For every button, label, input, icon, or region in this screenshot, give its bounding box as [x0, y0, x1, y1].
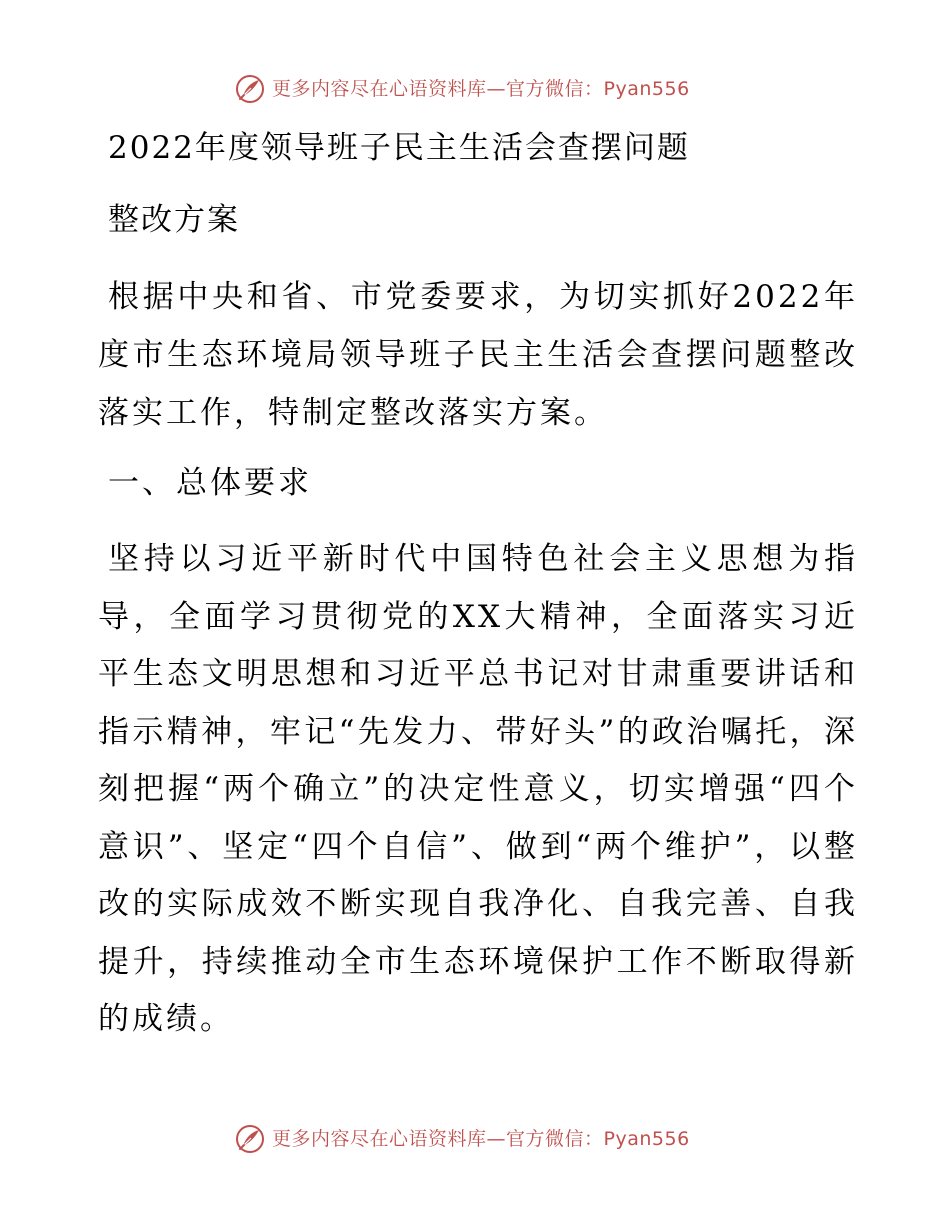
watermark-header	[234, 72, 690, 106]
document-title-line-1: 2022年度领导班子民主生活会查摆问题	[108, 130, 690, 166]
watermark-text: 更多内容尽在心语资料库—官方微信：Pyan556	[272, 1128, 690, 1150]
document-title-line-2: 整改方案	[108, 202, 240, 238]
section-body-paragraph: 坚持以习近平新时代中国特色社会主义思想为指导，全面学习贯彻党的XX大精神，全面落实习近平生态文明思想和习近平总书记对甘肃重要讲话和指示精神，牢记“先发力、带好头”的政治嘱托，深刻把握“两个确立”的决定性意义，切实增强“四个意识”、坚定“四个自信”、做到“两个维护”，以整改的实际成效不断实现自我净化、自我完善、自我提升，持续推动全市生态环境保护工作不断取得新的成绩。	[98, 541, 858, 1037]
watermark-text: 更多内容尽在心语资料库—官方微信：Pyan556	[272, 78, 690, 100]
intro-paragraph: 根据中央和省、市党委要求，为切实抓好2022年度市生态环境局领导班子民主生活会查摆问题整改落实工作，特制定整改落实方案。	[98, 279, 858, 431]
section-heading: 一、总体要求	[108, 465, 312, 501]
watermark-footer	[234, 1122, 690, 1156]
feather-pen-circle-icon	[234, 1123, 266, 1155]
feather-pen-circle-icon	[234, 73, 266, 105]
